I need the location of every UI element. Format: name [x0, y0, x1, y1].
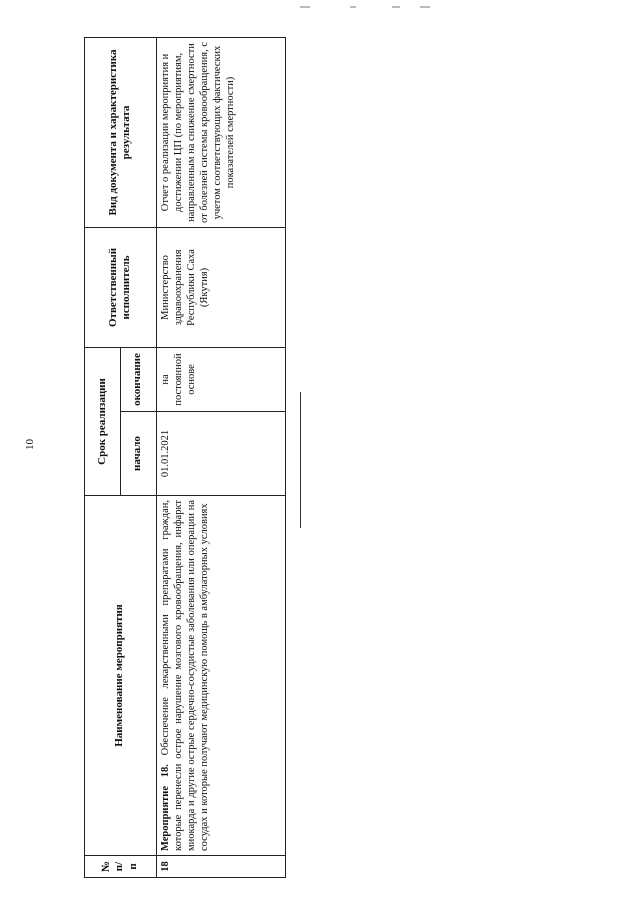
page-number: 10 — [24, 439, 36, 450]
table-row — [156, 37, 286, 877]
header-name: Наименование мероприятия — [85, 496, 157, 856]
header-end: окончание — [120, 347, 156, 411]
header-responsible: Ответственный исполнитель — [85, 227, 157, 347]
scan-artifact — [350, 6, 356, 8]
closing-line — [300, 392, 301, 528]
header-start: начало — [120, 412, 156, 496]
row-result: Отчет о реализации мероприятия и достижении ЦП (по мероприятиям, направленным на снижение смертности от болезней системы кровообращения, с учетом соответствующих фактических показателей смертности) — [156, 37, 286, 227]
row-name-text: Обеспечение лекарственными препаратами граждан, которые перенесли острое нарушение мозгового кровообращения, инфаркт миокарда и другие острые сердечно-сосудистые заболевания или операции на сосудах и которые получают медицинскую помощь в амбулаторных условиях — [159, 499, 210, 851]
header-number: № п/п — [85, 856, 157, 878]
scan-artifact — [300, 6, 310, 8]
activity-table — [84, 37, 286, 878]
row-start: 01.01.2021 — [156, 412, 286, 496]
row-name-title: Мероприятие 18. — [159, 764, 171, 851]
scan-artifact — [392, 6, 400, 8]
row-name — [156, 496, 286, 856]
scan-artifact — [420, 6, 430, 8]
row-number: 18 — [156, 856, 286, 878]
header-result: Вид документа и характеристика результата — [85, 37, 157, 227]
header-period: Срок реализации — [85, 347, 121, 495]
row-responsible: Министерство здравоохранения Республики Саха (Якутия) — [156, 227, 286, 347]
row-end: на постоянной основе — [156, 347, 286, 411]
header-row — [85, 37, 121, 877]
rotated-table-container — [84, 38, 286, 878]
